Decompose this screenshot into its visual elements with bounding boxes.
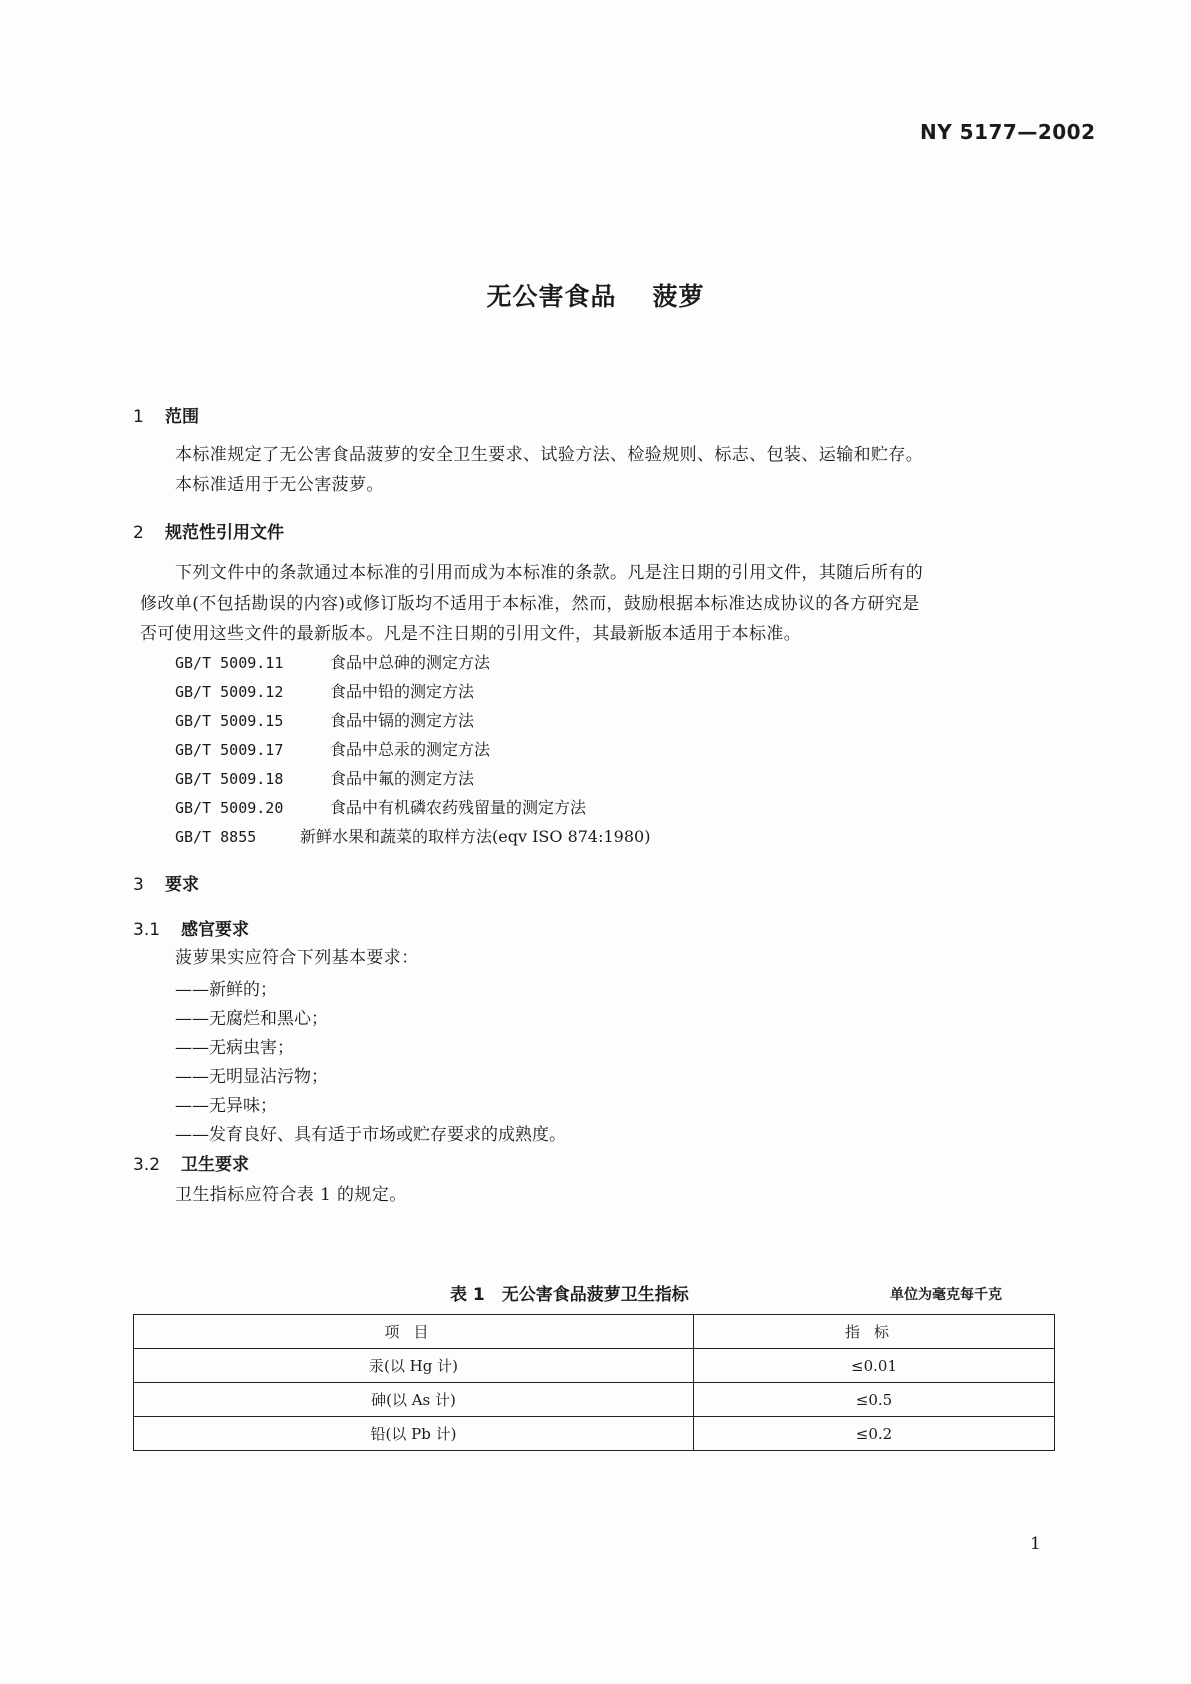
- section-3-2-intro: 卫生指标应符合表 1 的规定。: [175, 1185, 407, 1205]
- section-title: 范围: [165, 407, 199, 427]
- section-3-2-heading: [133, 1150, 249, 1175]
- item-cell: 铅(以 Pb 计): [134, 1417, 694, 1451]
- reference-title: 食品中有机磷农药残留量的测定方法: [330, 798, 587, 817]
- section-2-intro-line-1: 下列文件中的条款通过本标准的引用而成为本标准的条款。凡是注日期的引用文件，其随后所有的: [175, 563, 924, 583]
- reference-code: GB/T 5009.15: [175, 712, 284, 730]
- section-3-heading: [133, 870, 199, 895]
- table-unit: 单位为毫克每千克: [890, 1287, 1002, 1303]
- limit-cell: ≤0.2: [694, 1417, 1055, 1451]
- table-row: [134, 1383, 1055, 1417]
- section-1-heading: [133, 402, 199, 427]
- table-caption: 表 1 无公害食品菠萝卫生指标: [450, 1285, 689, 1305]
- table-row: [134, 1417, 1055, 1451]
- reference-title: 食品中铅的测定方法: [330, 682, 475, 701]
- limit-cell: ≤0.5: [694, 1383, 1055, 1417]
- reference-title: 食品中镉的测定方法: [330, 711, 475, 730]
- reference-code: GB/T 5009.11: [175, 654, 284, 672]
- requirement-item: ——发育良好、具有适于市场或贮存要求的成熟度。: [175, 1125, 566, 1145]
- reference-title: 食品中氟的测定方法: [330, 769, 475, 788]
- reference-item: [175, 824, 650, 847]
- section-1-para-2: 本标准适用于无公害菠萝。: [175, 475, 384, 495]
- reference-code: GB/T 5009.20: [175, 799, 284, 817]
- reference-item: [175, 708, 474, 731]
- title-part1: 无公害食品: [486, 282, 617, 311]
- section-3-1-intro: 菠萝果实应符合下列基本要求：: [175, 948, 419, 968]
- section-3-1-heading: [133, 915, 249, 940]
- page-number: 1: [1030, 1534, 1041, 1554]
- column-header-item: 项目: [134, 1315, 694, 1349]
- section-number: 2: [133, 523, 144, 543]
- item-cell: 砷(以 As 计): [134, 1383, 694, 1417]
- reference-title: 食品中总砷的测定方法: [330, 653, 491, 672]
- requirement-item: ——新鲜的；: [175, 980, 277, 1000]
- section-number: 3.1: [133, 920, 161, 940]
- page-title: [0, 277, 1191, 313]
- section-2-intro-line-2: 修改单(不包括勘误的内容)或修订版均不适用于本标准，然而，鼓励根据本标准达成协议的各方研究是: [140, 594, 920, 614]
- standard-number: NY 5177—2002: [920, 120, 1096, 144]
- reference-title: 新鲜水果和蔬菜的取样方法(eqv ISO 874:1980): [300, 827, 651, 846]
- reference-title: 食品中总汞的测定方法: [330, 740, 491, 759]
- reference-item: [175, 795, 586, 818]
- hygiene-index-table: [133, 1314, 1055, 1451]
- reference-item: [175, 766, 474, 789]
- section-2-heading: [133, 518, 284, 543]
- section-2-intro-line-3: 否可使用这些文件的最新版本。凡是不注日期的引用文件，其最新版本适用于本标准。: [140, 624, 802, 644]
- reference-item: [175, 737, 490, 760]
- section-number: 3: [133, 875, 144, 895]
- item-cell: 汞(以 Hg 计): [134, 1349, 694, 1383]
- requirement-item: ——无腐烂和黑心；: [175, 1009, 328, 1029]
- section-title: 要求: [165, 875, 199, 895]
- limit-cell: ≤0.01: [694, 1349, 1055, 1383]
- reference-item: [175, 679, 474, 702]
- reference-code: GB/T 8855: [175, 828, 257, 846]
- title-part2: 菠萝: [652, 282, 705, 311]
- column-header-index: 指标: [694, 1315, 1055, 1349]
- section-title: 规范性引用文件: [165, 523, 284, 543]
- reference-code: GB/T 5009.17: [175, 741, 284, 759]
- requirement-item: ——无明显沾污物；: [175, 1067, 328, 1087]
- requirement-item: ——无病虫害；: [175, 1038, 294, 1058]
- reference-code: GB/T 5009.12: [175, 683, 284, 701]
- requirement-item: ——无异味；: [175, 1096, 277, 1116]
- section-number: 1: [133, 407, 144, 427]
- reference-code: GB/T 5009.18: [175, 770, 284, 788]
- section-title: 感官要求: [181, 920, 249, 940]
- section-1-para-1: 本标准规定了无公害食品菠萝的安全卫生要求、试验方法、检验规则、标志、包装、运输和贮存。: [175, 445, 924, 465]
- reference-item: [175, 650, 490, 673]
- table-header-row: [134, 1315, 1055, 1349]
- section-title: 卫生要求: [181, 1155, 249, 1175]
- section-number: 3.2: [133, 1155, 161, 1175]
- table-row: [134, 1349, 1055, 1383]
